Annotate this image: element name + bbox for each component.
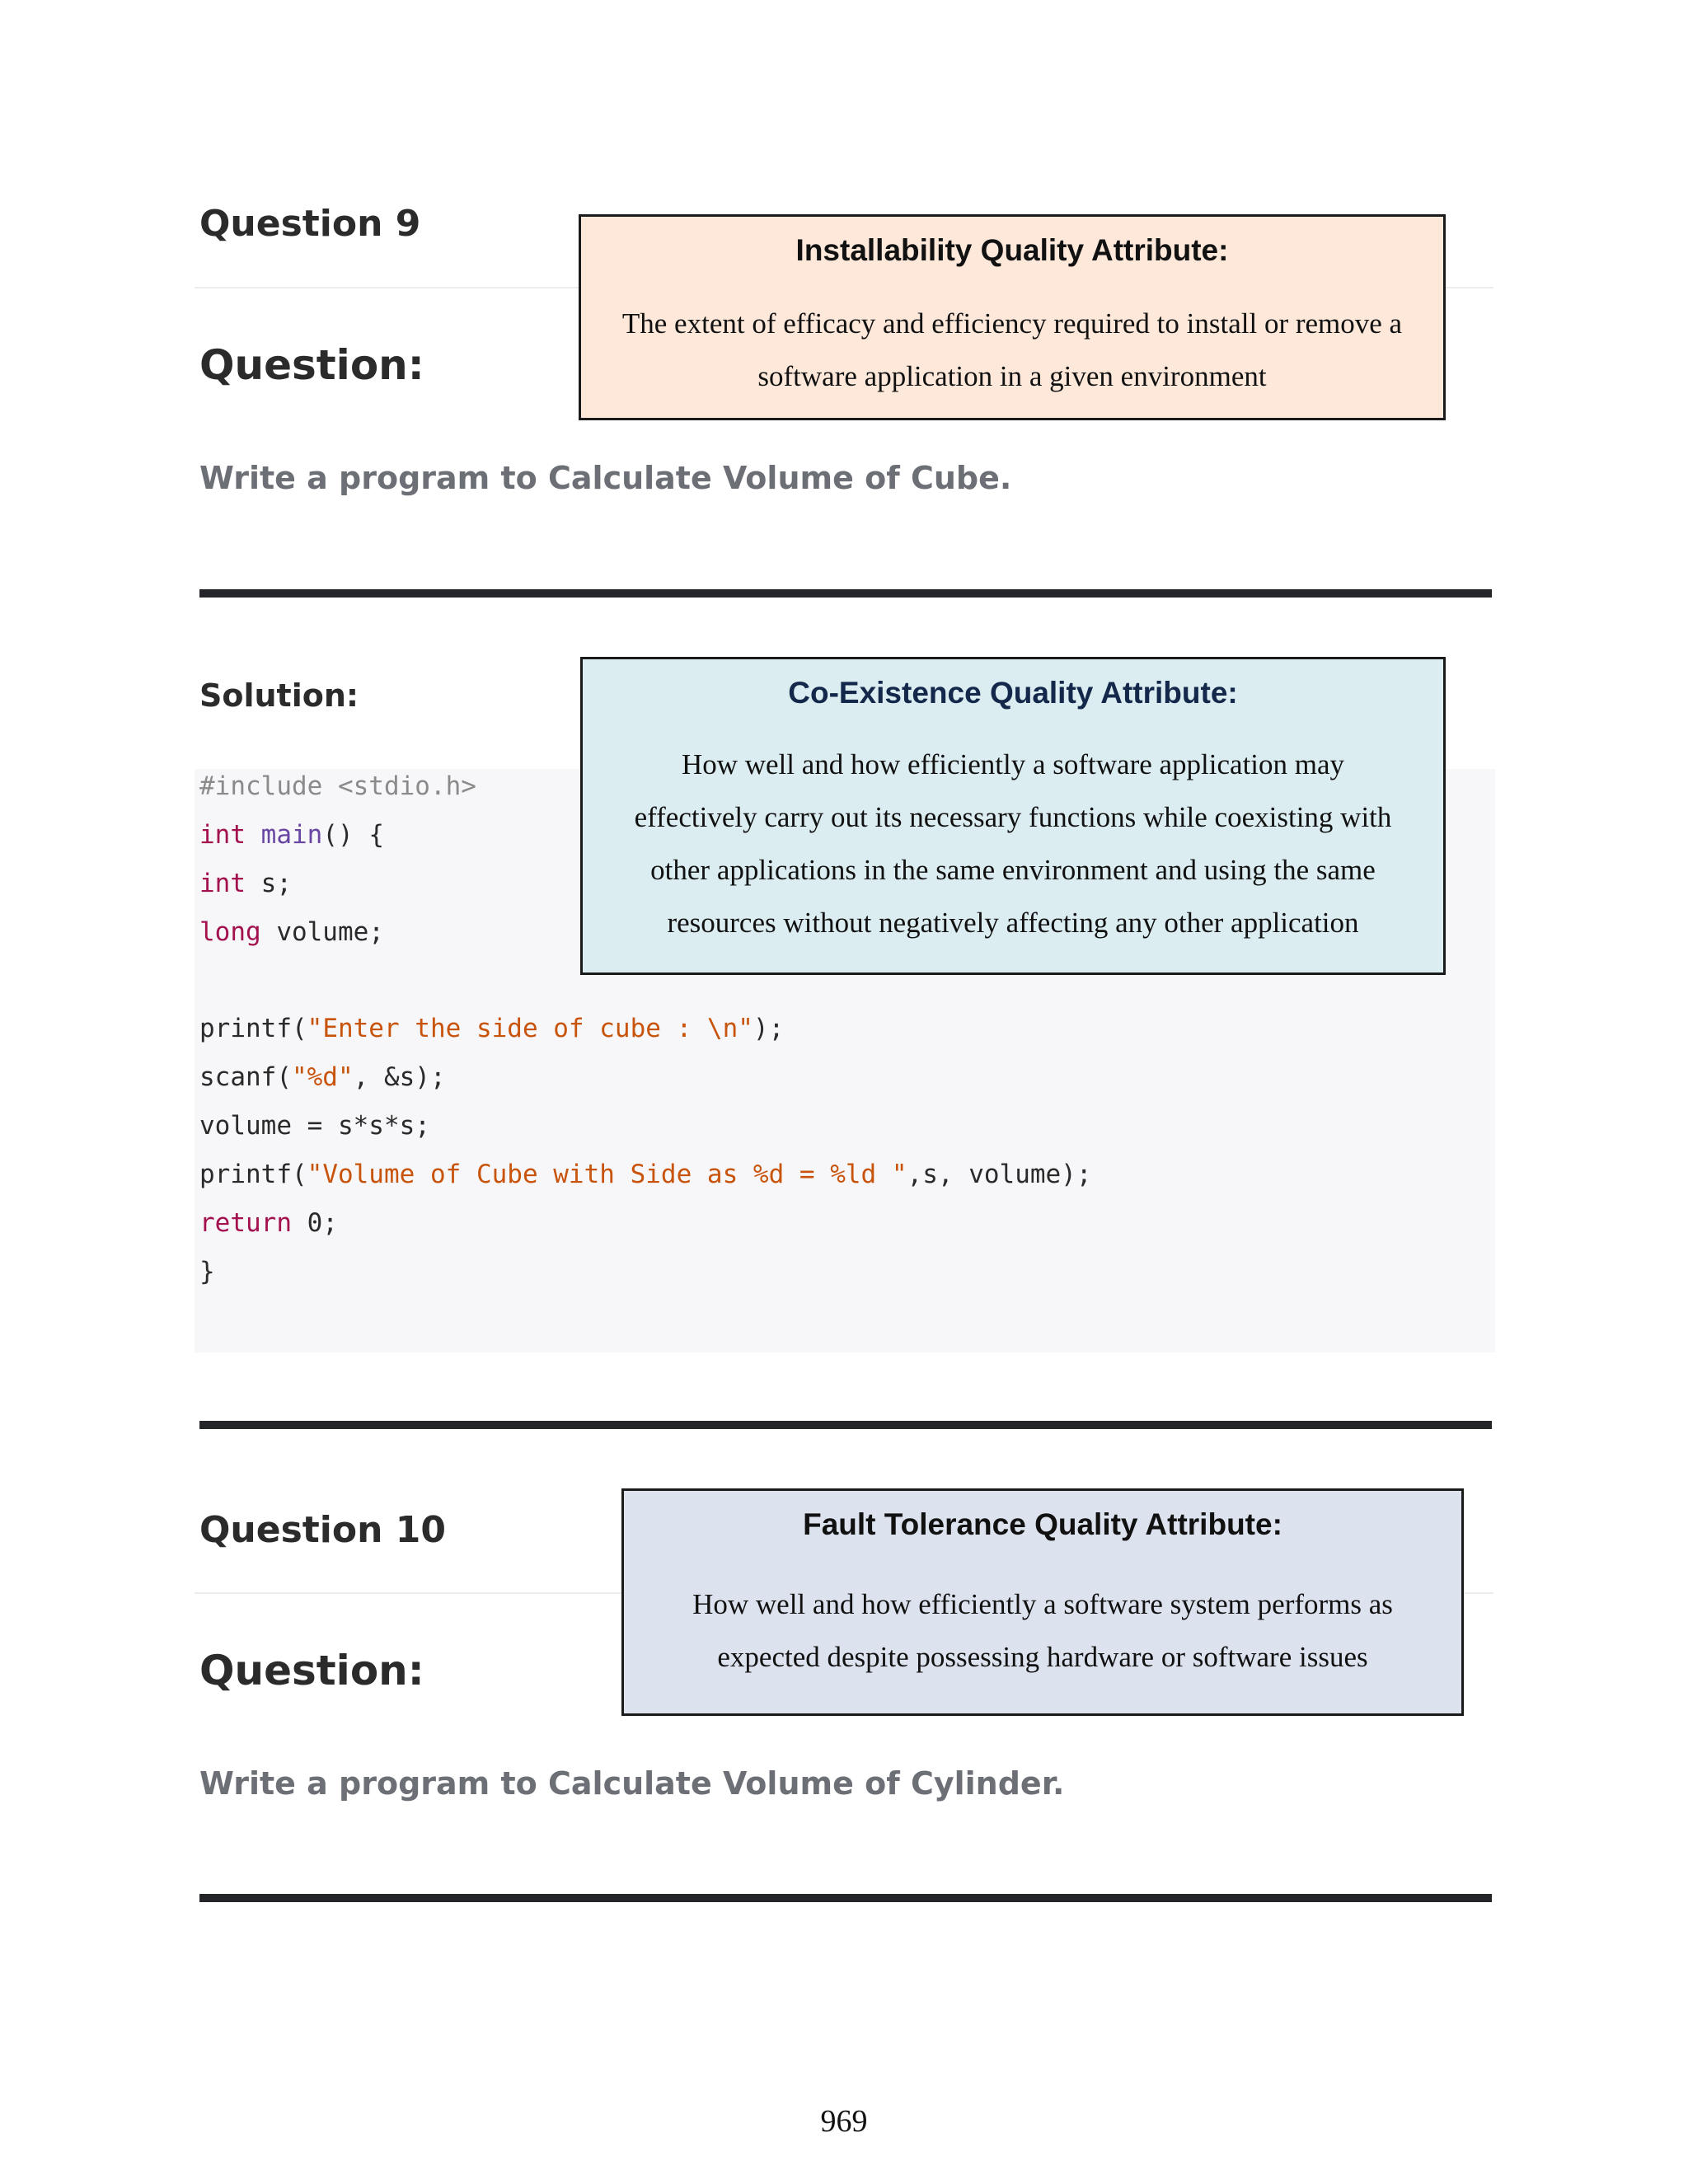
question-9-prompt: Write a program to Calculate Volume of Cube. [199,460,1012,496]
code-string: "Enter the side of cube : \n" [307,1014,753,1043]
code-text: } [199,1257,215,1286]
fault-tolerance-callout-body [639,1578,1447,1684]
code-text: ,s, volume); [907,1160,1092,1189]
code-line-decl-long [199,917,384,947]
installability-callout [579,214,1446,420]
callout-line: resources without negatively affecting any other application [667,907,1359,939]
code-line-printf-result [199,1160,1092,1189]
code-text: s; [246,869,292,898]
question-10-prompt: Write a program to Calculate Volume of Cylinder. [199,1765,1065,1802]
question-9-label: Question: [199,341,424,389]
code-function: main [260,820,323,850]
solution-label: Solution: [199,677,359,714]
code-text: printf( [199,1014,307,1043]
code-include: #include <stdio.h> [199,771,476,801]
code-text: () { [322,820,384,850]
callout-line: expected despite possessing hardware or software issues [717,1641,1368,1673]
code-line-return [199,1208,338,1238]
callout-line: effectively carry out its necessary functions while coexisting with [634,801,1392,833]
installability-callout-body [596,298,1428,403]
question-10-label: Question: [199,1647,424,1694]
code-text: scanf( [199,1062,292,1092]
installability-callout-title: Installability Quality Attribute: [795,233,1229,267]
code-line-printf-prompt [199,1014,784,1043]
coexistence-callout-title: Co-Existence Quality Attribute: [788,676,1238,710]
code-string: "%d" [291,1062,354,1092]
code-keyword: long [199,917,261,947]
callout-line: other applications in the same environment and using the same [650,854,1376,886]
divider-thick [199,1421,1492,1429]
code-line-main [199,820,384,850]
code-keyword: return [199,1208,292,1238]
code-line-scanf [199,1062,446,1092]
code-text: 0; [291,1208,338,1238]
code-text: volume = s*s*s; [199,1111,430,1141]
code-line-close [199,1257,215,1286]
code-keyword: int [199,820,246,850]
code-line-decl-int [199,869,292,898]
code-string: "Volume of Cube with Side as %d = %ld " [307,1160,907,1189]
callout-line: How well and how efficiently a software application may [681,748,1345,780]
callout-line: software application in a given environment [757,360,1267,392]
fault-tolerance-callout [621,1488,1464,1716]
coexistence-callout-body [598,738,1428,949]
code-line-assign [199,1111,430,1141]
code-keyword: int [199,869,246,898]
code-text: ); [753,1014,785,1043]
callout-line: The extent of efficacy and efficiency required to install or remove a [621,307,1403,340]
coexistence-callout [580,657,1446,975]
page-number: 969 [820,2104,868,2139]
code-text: volume; [260,917,384,947]
question-10-title: Question 10 [199,1509,446,1551]
callout-line: How well and how efficiently a software system performs as [692,1588,1393,1620]
divider-thick [199,589,1492,598]
question-9-title: Question 9 [199,203,421,245]
code-text: printf( [199,1160,307,1189]
code-line-include [199,771,476,801]
code-text: , &s); [353,1062,446,1092]
fault-tolerance-callout-title: Fault Tolerance Quality Attribute: [803,1507,1282,1541]
divider-thick [199,1894,1492,1902]
